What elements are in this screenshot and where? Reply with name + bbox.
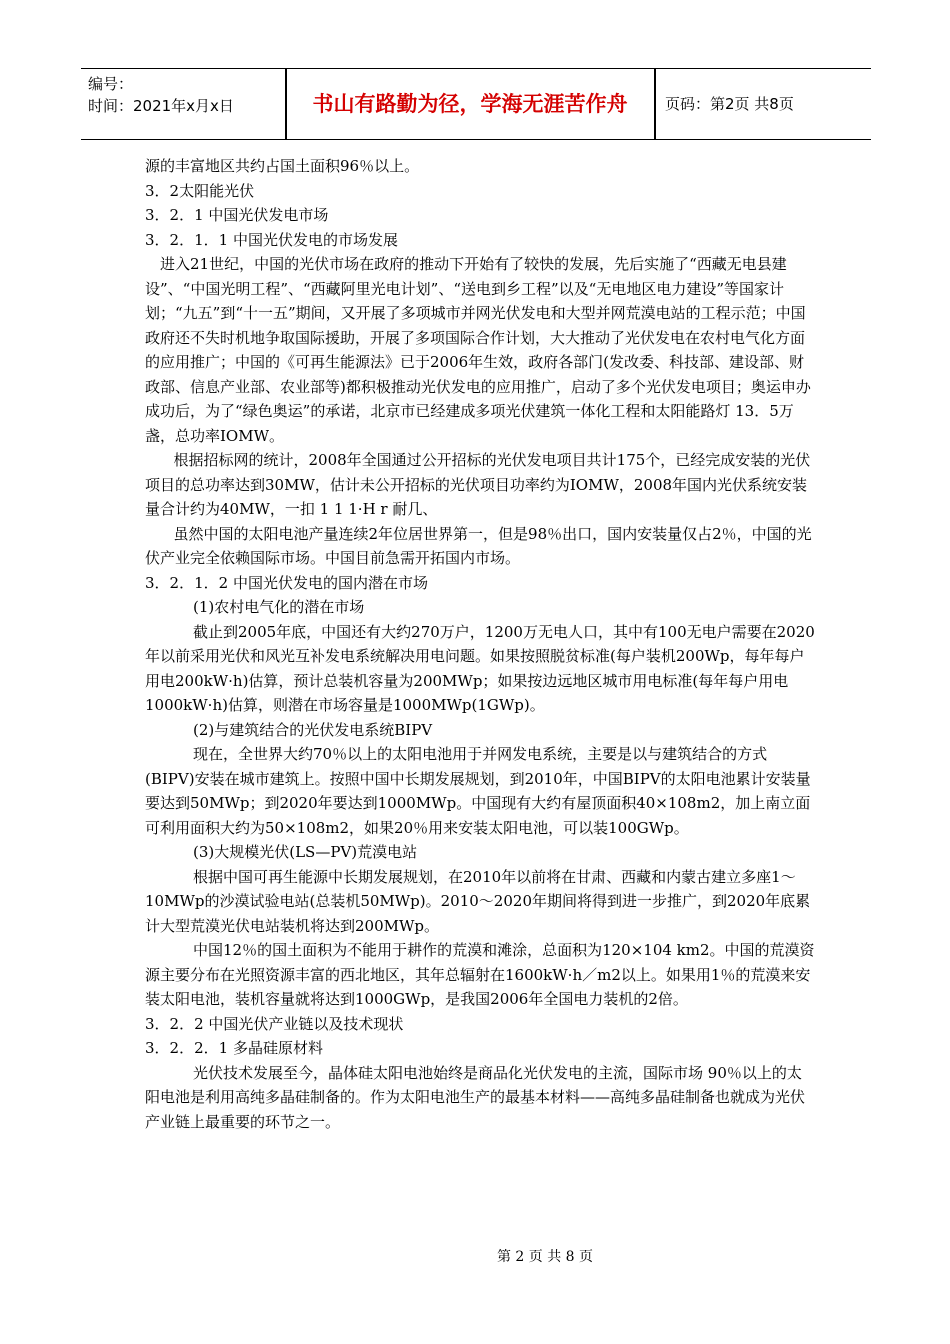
paragraph: 光伏技术发展至今，晶体硅太阳电池始终是商品化光伏发电的主流，国际市场 90％以上的太阳电池是利用高纯多晶硅制备的。作为太阳电池生产的最基本材料——高纯多晶硅制备也就成为光伏产业链上最重要的环节之一。 xyxy=(145,1063,806,1131)
paragraph: 现在，全世界大约70％以上的太阳电池用于并网发电系统，主要是以与建筑结合的方式(BIPV)安装在城市建筑上。按照中国中长期发展规划，到2010年，中国BIPV的太阳电池累计安装量要达到50MWp；到2020年要达到1000MWp。中国现有大约有屋顶面积40×108m2，加上南立面可利用面积大约为50×108m2，如果20％用来安装太阳电池，可以装100GWp。 xyxy=(145,745,811,837)
section-heading: 3．2．1 中国光伏发电市场 xyxy=(145,206,329,224)
page-header xyxy=(81,68,871,140)
header-motto: 书山有路勤为径，学海无涯苦作舟 xyxy=(312,92,628,116)
paragraph: 虽然中国的太阳电池产量连续2年位居世界第一，但是98％出口，国内安装量仅占2％，中国的光伏产业完全依赖国际市场。中国目前急需开拓国内市场。 xyxy=(145,524,812,567)
section-heading: 3．2．2．1 多晶硅原材料 xyxy=(145,1039,323,1057)
paragraph: 截止到2005年底，中国还有大约270万户，1200万无电人口，其中有100无电户需要在2020年以前采用光伏和风光互补发电系统解决用电问题。如果按照脱贫标准(每户装机200Wp，每年每户用电200kW·h)估算，预计总装机容量为200MWp；如果按边远地区城市用电标准(每年每户用电1000kW·h)估算，则潜在市场容量是1000MWp(1GWp)。 xyxy=(145,622,815,714)
section-heading: 3．2．1．2 中国光伏发电的国内潜在市场 xyxy=(145,573,428,592)
document-body xyxy=(145,154,815,1134)
header-meta xyxy=(88,73,288,117)
header-page-number: 页码：第2页 共8页 xyxy=(665,95,794,113)
section-heading: 3．2．2 中国光伏产业链以及技术现状 xyxy=(145,1014,404,1033)
paragraph: 根据中国可再生能源中长期发展规划，在2010年以前将在甘肃、西藏和内蒙古建立多座1～10MWp的沙漠试验电站(总装机50MWp)。2010～2020年期间将得到进一步推广，到2020年底累计大型荒漠光伏电站装机将达到200MWp。 xyxy=(145,867,811,935)
subheading: (1)农村电气化的潜在市场 xyxy=(193,598,365,616)
paragraph: 中国12％的国土面积为不能用于耕作的荒漠和滩涂，总面积为120×104 km2。中国的荒漠资源主要分布在光照资源丰富的西北地区，其年总辐射在1600kW·h／m2以上。如果用1％的荒漠来安装太阳电池，装机容量就将达到1000GWp，是我国2006年全国电力装机的2倍。 xyxy=(145,941,815,1008)
paragraph: 进入21世纪，中国的光伏市场在政府的推动下开始有了较快的发展，先后实施了“西藏无电县建设”、“中国光明工程”、“西藏阿里光电计划”、“送电到乡工程”以及“无电地区电力建设”等国家计划；“九五”到“十一五”期间，又开展了多项城市并网光伏发电和大型并网荒漠电站的工程示范；中国政府还不失时机地争取国际援助，开展了多项国际合作计划，大大推动了光伏发电在农村电气化方面的应用推广；中国的《可再生能源法》已于2006年生效，政府各部门(发改委、科技部、建设部、财政部、信息产业部、农业部等)都积极推动光伏发电的应用推广，启动了多个光伏发电项目；奥运申办成功后，为了“绿色奥运”的承诺，北京市已经建成多项光伏建筑一体化工程和太阳能路灯 13．5万盏，总功率IOMW。 xyxy=(145,255,811,445)
page-footer: 第 2 页 共 8 页 xyxy=(496,1249,594,1265)
section-heading: 3．2．1．1 中国光伏发电的市场发展 xyxy=(145,230,398,249)
header-time: 时间：2021年x月x日 xyxy=(88,97,234,115)
header-divider xyxy=(654,69,656,139)
header-number: 编号： xyxy=(88,75,134,93)
subheading: (3)大规模光伏(LS—PV)荒漠电站 xyxy=(193,843,418,861)
paragraph: 源的丰富地区共约占国土面积96％以上。 xyxy=(145,157,420,175)
section-heading: 3．2太阳能光伏 xyxy=(145,181,255,200)
subheading: (2)与建筑结合的光伏发电系统BIPV xyxy=(193,720,433,739)
paragraph: 根据招标网的统计，2008年全国通过公开招标的光伏发电项目共计175个，已经完成安装的光伏项目的总功率达到30MW，估计未公开招标的光伏项目功率约为IOMW，2008年国内光伏系统安装量合计约为40MW，一扣 1 1 1·H r 耐几、 xyxy=(145,451,811,518)
